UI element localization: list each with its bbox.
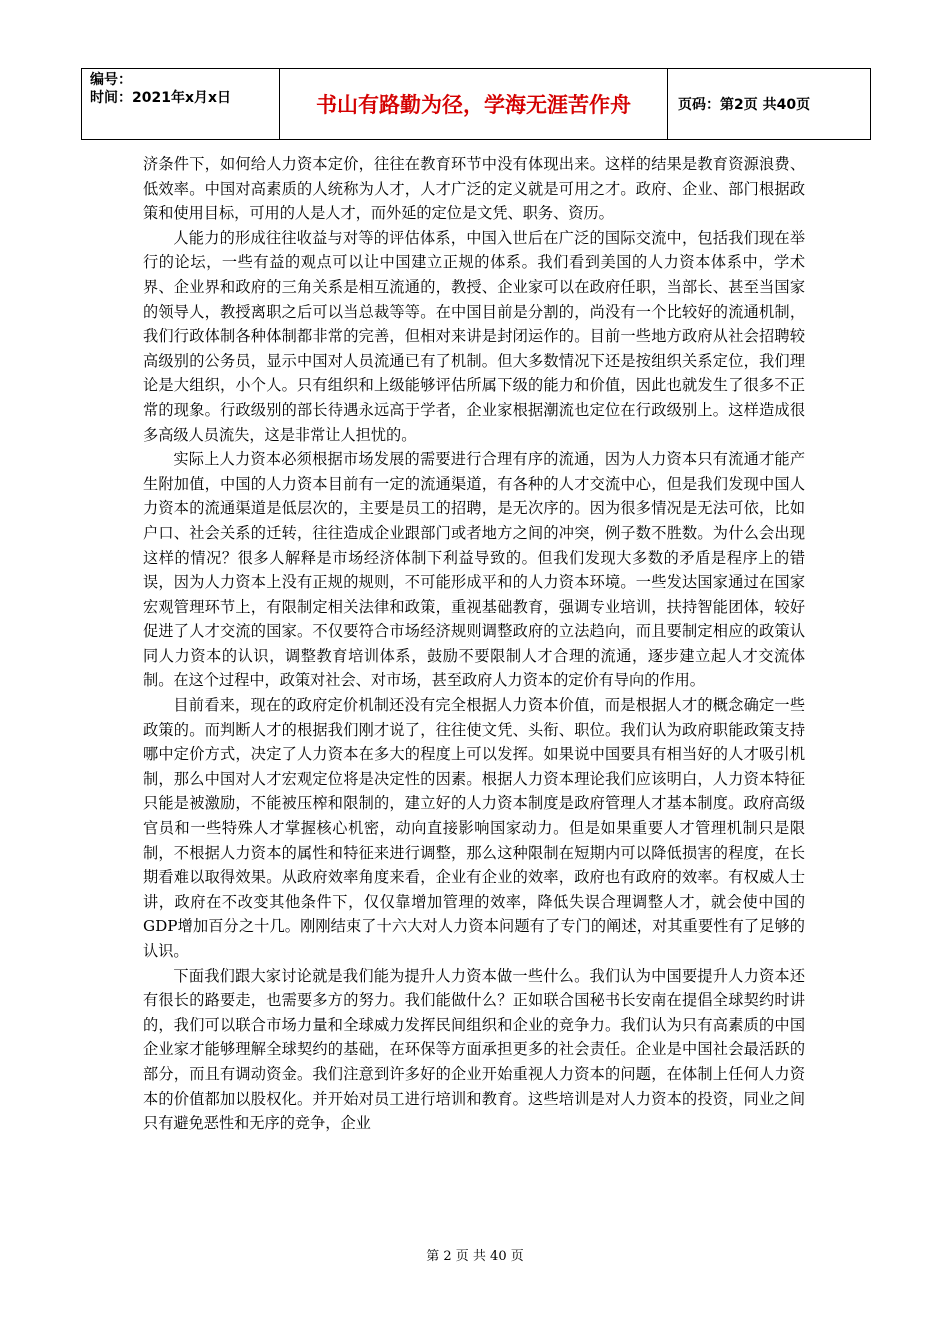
paragraph-3: 实际上人力资本必须根据市场发展的需要进行合理有序的流通，因为人力资本只有流通才能产生附加值，中国的人力资本目前有一定的流通渠道，有各种的人才交流中心，但是我们发现中国人力资本的流通渠道是低层次的，主要是员工的招聘，是无次序的。因为很多情况是无法可依，比如户口、社会关系的迁转，往往造成企业跟部门或者地方之间的冲突，例子数不胜数。为什么会出现这样的情况？很多人解释是市场经济体制下利益导致的。但我们发现大多数的矛盾是程序上的错误，因为人力资本上没有正规的规则，不可能形成平和的人力资本环境。一些发达国家通过在国家宏观管理环节上，有限制定相关法律和政策，重视基础教育，强调专业培训，扶持智能团体，较好促进了人才交流的国家。不仅要符合市场经济规则调整政府的立法趋向，而且要制定相应的政策认同人力资本的认识，调整教育培训体系，鼓励不要限制人才合理的流通，逐步建立起人才交流体制。在这个过程中，政策对社会、对市场，甚至政府人力资本的定价有导向的作用。 [143, 450, 805, 690]
paragraph-1: 济条件下，如何给人力资本定价，往往在教育环节中没有体现出来。这样的结果是教育资源浪费、低效率。中国对高素质的人统称为人才，人才广泛的定义就是可用之才。政府、企业、部门根据政策和使用目标，可用的人是人才，而外延的定位是文凭、职务、资历。 [143, 155, 805, 223]
document-header [81, 68, 871, 140]
document-date: 时间：2021年x月x日 [90, 90, 232, 106]
header-page-info: 页码：第2页 共40页 [668, 69, 871, 140]
header-meta-cell [82, 69, 280, 140]
page-footer: 第 2 页 共 40 页 [426, 1249, 524, 1264]
header-motto: 书山有路勤为径，学海无涯苦作舟 [280, 69, 668, 140]
paragraph-5: 下面我们跟大家讨论就是我们能为提升人力资本做一些什么。我们认为中国要提升人力资本还有很长的路要走，也需要多方的努力。我们能做什么？正如联合国秘书长安南在提倡全球契约时讲的，我们可以联合市场力量和全球威力发挥民间组织和企业的竞争力。我们认为只有高素质的中国企业家才能够理解全球契约的基础，在环保等方面承担更多的社会责任。企业是中国社会最活跃的部分，而且有调动资金。我们注意到许多好的企业开始重视人力资本的问题，在体制上任何人力资本的价值都加以股权化。并开始对员工进行培训和教育。这些培训是对人力资本的投资，同业之间只有避免恶性和无序的竞争，企业 [143, 966, 805, 1133]
document-number-label: 编号： [90, 72, 132, 88]
paragraph-2: 人能力的形成往往收益与对等的评估体系，中国入世后在广泛的国际交流中，包括我们现在举行的论坛，一些有益的观点可以让中国建立正规的体系。我们看到美国的人力资本体系中，学术界、企业界和政府的三角关系是相互流通的，教授、企业家可以在政府任职，当部长、甚至当国家的领导人，教授离职之后可以当总裁等等。在中国目前是分割的，尚没有一个比较好的流通机制，我们行政体制各种体制都非常的完善，但相对来讲是封闭运作的。目前一些地方政府从社会招聘较高级别的公务员，显示中国对人员流通已有了机制。但大多数情况下还是按组织关系定位，我们理论是大组织，小个人。只有组织和上级能够评估所属下级的能力和价值，因此也就发生了很多不正常的现象。行政级别的部长待遇永远高于学者，企业家根据潮流也定位在行政级别上。这样造成很多高级人员流失，这是非常让人担忧的。 [143, 228, 805, 444]
paragraph-4: 目前看来，现在的政府定价机制还没有完全根据人力资本价值，而是根据人才的概念确定一些政策的。而判断人才的根据我们刚才说了，往往使文凭、头衔、职位。我们认为政府职能政策支持哪中定价方式，决定了人力资本在多大的程度上可以发挥。如果说中国要具有相当好的人才吸引机制，那么中国对人才宏观定位将是决定性的因素。根据人力资本理论我们应该明白，人力资本特征只能是被激励，不能被压榨和限制的，建立好的人力资本制度是政府管理人才基本制度。政府高级官员和一些特殊人才掌握核心机密，动向直接影响国家动力。但是如果重要人才管理机制只是限制，不根据人力资本的属性和特征来进行调整，那么这种限制在短期内可以降低损害的程度，在长期看难以取得效果。从政府效率角度来看，企业有企业的效率，政府也有政府的效率。有权威人士讲，政府在不改变其他条件下，仅仅靠增加管理的效率，降低失误合理调整人才，就会使中国的GDP增加百分之十几。刚刚结束了十六大对人力资本问题有了专门的阐述，对其重要性有了足够的认识。 [143, 696, 805, 960]
document-body [143, 152, 805, 1136]
